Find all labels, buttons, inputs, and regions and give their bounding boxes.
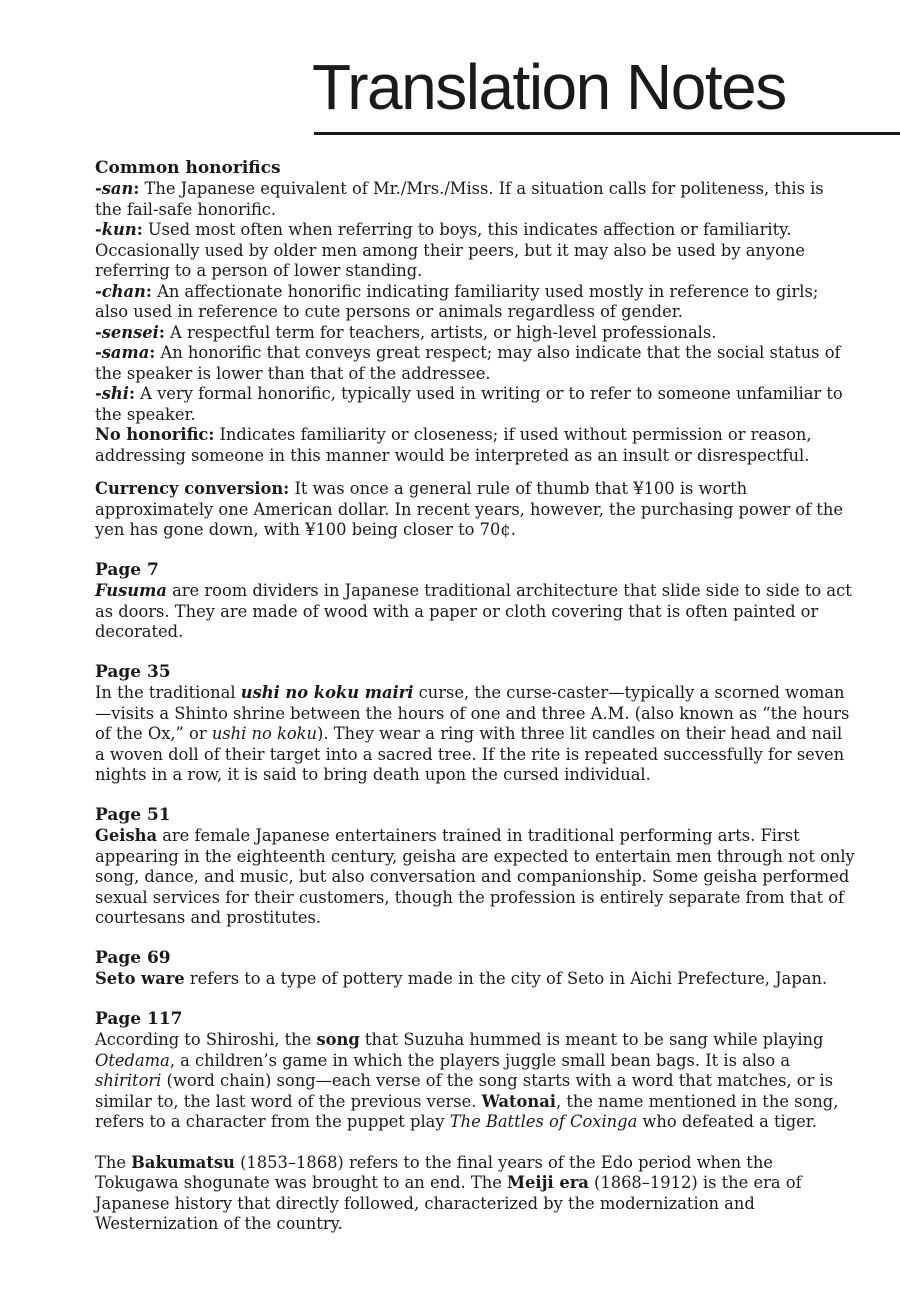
honorific-entry: -kun: Used most often when referring to boys, this indicates affection or familiarity. Occasionally used by older men among their peers, but it may also be used by anyone referring to a person of lower standing. [95,220,806,280]
page-7-section [95,560,855,643]
honorific-entry: -sensei: A respectful term for teachers, artists, or high-level professionals. [95,322,717,342]
page-117-note-2: The Bakumatsu (1853–1868) refers to the final years of the Edo period when the Tokugawa shogunate was brought to an end. The Meiji era (1868–1912) is the era of Japanese history that directly followed, characterized by the modernization and Westernization of the country. [95,1152,802,1233]
page-51-heading: Page 51 [95,805,171,825]
page-51-note: Geisha are female Japanese entertainers trained in traditional performing arts. First appearing in the eighteenth century, geisha are expected to entertain men through not only song, dance, and music, but also conversation and companionship. Some geisha performed sexual services for their customers, though the profession is entirely separate from that of courtesans and prostitutes. [95,826,855,927]
page-69-note: Seto ware refers to a type of pottery made in the city of Seto in Aichi Prefecture, Japan. [95,969,828,988]
honorific-entry: -shi: A very formal honorific, typically used in writing or to refer to someone unfamiliar to the speaker. [95,384,843,424]
page-51-section [95,805,855,929]
honorific-entry: -chan: An affectionate honorific indicating familiarity used mostly in reference to girls; also used in reference to cute persons or animals regardless of gender. [95,281,819,321]
page-7-note: Fusuma are room dividers in Japanese traditional architecture that slide side to side to act as doors. They are made of wood with a paper or cloth covering that is often painted or decorated. [95,581,852,641]
notes-body [95,158,855,1235]
honorifics-heading: Common honorifics [95,158,281,178]
page-117-heading: Page 117 [95,1009,183,1029]
title-rule [314,132,900,135]
page-35-section [95,662,855,786]
page-117-section [95,1009,855,1235]
currency-note: Currency conversion: It was once a general rule of thumb that ¥100 is worth approximately one American dollar. In recent years, however, the purchasing power of the yen has gone down, with ¥100 being closer to 70¢. [95,479,843,539]
honorific-entry: -san: The Japanese equivalent of Mr./Mrs./Miss. If a situation calls for politeness, this is the fail-safe honorific. [95,179,824,219]
page-35-note: In the traditional ushi no koku mairi curse, the curse-caster—typically a scorned woman—visits a Shinto shrine between the hours of one and three A.M. (also known as “the hours of the Ox,” or ushi no koku). They wear a ring with three lit candles on their head and nail a woven doll of their target into a sacred tree. If the rite is repeated successfully for seven nights in a row, it is said to bring death upon the cursed individual. [95,683,850,784]
page-35-heading: Page 35 [95,662,171,682]
page-title: Translation Notes [312,51,786,123]
page-117-note: According to Shiroshi, the song that Suzuha hummed is meant to be sang while playing Otedama, a children’s game in which the players juggle small bean bags. It is also a shiritori (word chain) song—each verse of the song starts with a word that matches, or is similar to, the last word of the previous verse. Watonai, the name mentioned in the song, refers to a character from the puppet play The Battles of Coxinga who defeated a tiger. [95,1030,839,1131]
honorific-entry: -sama: An honorific that conveys great respect; may also indicate that the social status of the speaker is lower than that of the addressee. [95,343,841,383]
page-69-heading: Page 69 [95,948,171,968]
honorifics-section [95,158,855,466]
page-7-heading: Page 7 [95,560,159,580]
no-honorific-entry: No honorific: Indicates familiarity or closeness; if used without permission or reason, addressing someone in this manner would be interpreted as an insult or disrespectful. [95,425,812,465]
page-69-section [95,948,855,990]
